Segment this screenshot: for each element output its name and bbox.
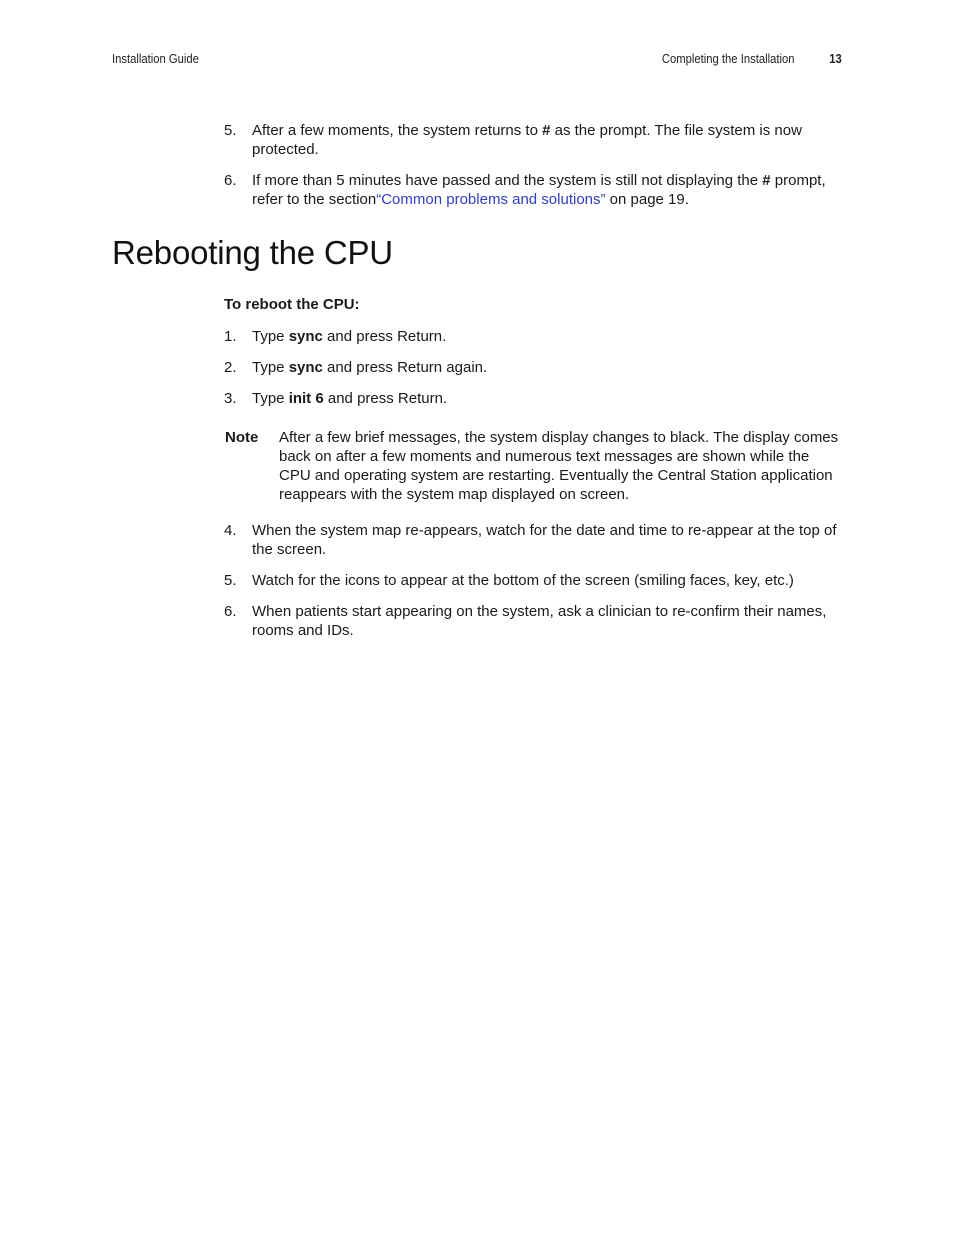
step-text: Type sync and press Return. xyxy=(252,328,447,345)
page-header xyxy=(112,52,842,70)
step-number: 2. xyxy=(224,359,237,376)
step-text: When patients start appearing on the system, ask a clinician to re-confirm their names, rooms and IDs. xyxy=(252,603,827,639)
list-item xyxy=(224,358,844,377)
step-text: Watch for the icons to appear at the bottom of the screen (smiling faces, key, etc.) xyxy=(252,572,794,589)
step-number: 6. xyxy=(224,172,237,189)
step-text: Type sync and press Return again. xyxy=(252,359,488,376)
step-number: 3. xyxy=(224,390,237,407)
command-text: sync xyxy=(288,359,323,376)
prompt-symbol: # xyxy=(762,172,771,189)
procedure-heading: To reboot the CPU: xyxy=(224,296,360,313)
step-number: 6. xyxy=(224,603,237,620)
section-title: Rebooting the CPU xyxy=(112,234,393,271)
step-text: After a few moments, the system returns to # as the prompt. The file system is now protected. xyxy=(252,122,802,158)
prompt-symbol: # xyxy=(542,122,551,139)
note-label: Note xyxy=(225,429,259,446)
step-text: When the system map re-appears, watch for the date and time to re-appear at the top of the screen. xyxy=(252,522,837,558)
command-text: init 6 xyxy=(288,390,324,407)
command-text: sync xyxy=(288,328,323,345)
step-number: 1. xyxy=(224,328,237,345)
list-item xyxy=(224,571,844,590)
step-number: 5. xyxy=(224,122,237,139)
list-item xyxy=(224,327,844,346)
header-doc-title: Installation Guide xyxy=(112,52,199,66)
note-text: After a few brief messages, the system display changes to black. The display comes back on after a few moments and numerous text messages are shown while the CPU and operating system are restarting. Eventually the Central Station application reappears with the system map displayed on screen. xyxy=(279,429,839,503)
note-block xyxy=(225,428,845,504)
list-item xyxy=(224,171,844,209)
list-item xyxy=(224,521,844,559)
cross-reference-link[interactable]: “Common problems and solutions” xyxy=(376,191,606,208)
step-number: 5. xyxy=(224,572,237,589)
list-item xyxy=(224,389,844,408)
step-number: 4. xyxy=(224,522,237,539)
list-item xyxy=(224,602,844,640)
step-text: If more than 5 minutes have passed and the system is still not displaying the # prompt, refer to the section“Common problems and solutions” on page 19. xyxy=(252,172,826,208)
step-text: Type init 6 and press Return. xyxy=(252,390,448,407)
header-section-title: Completing the Installation xyxy=(661,52,795,66)
list-item xyxy=(224,121,844,159)
page-number: 13 xyxy=(829,52,842,66)
